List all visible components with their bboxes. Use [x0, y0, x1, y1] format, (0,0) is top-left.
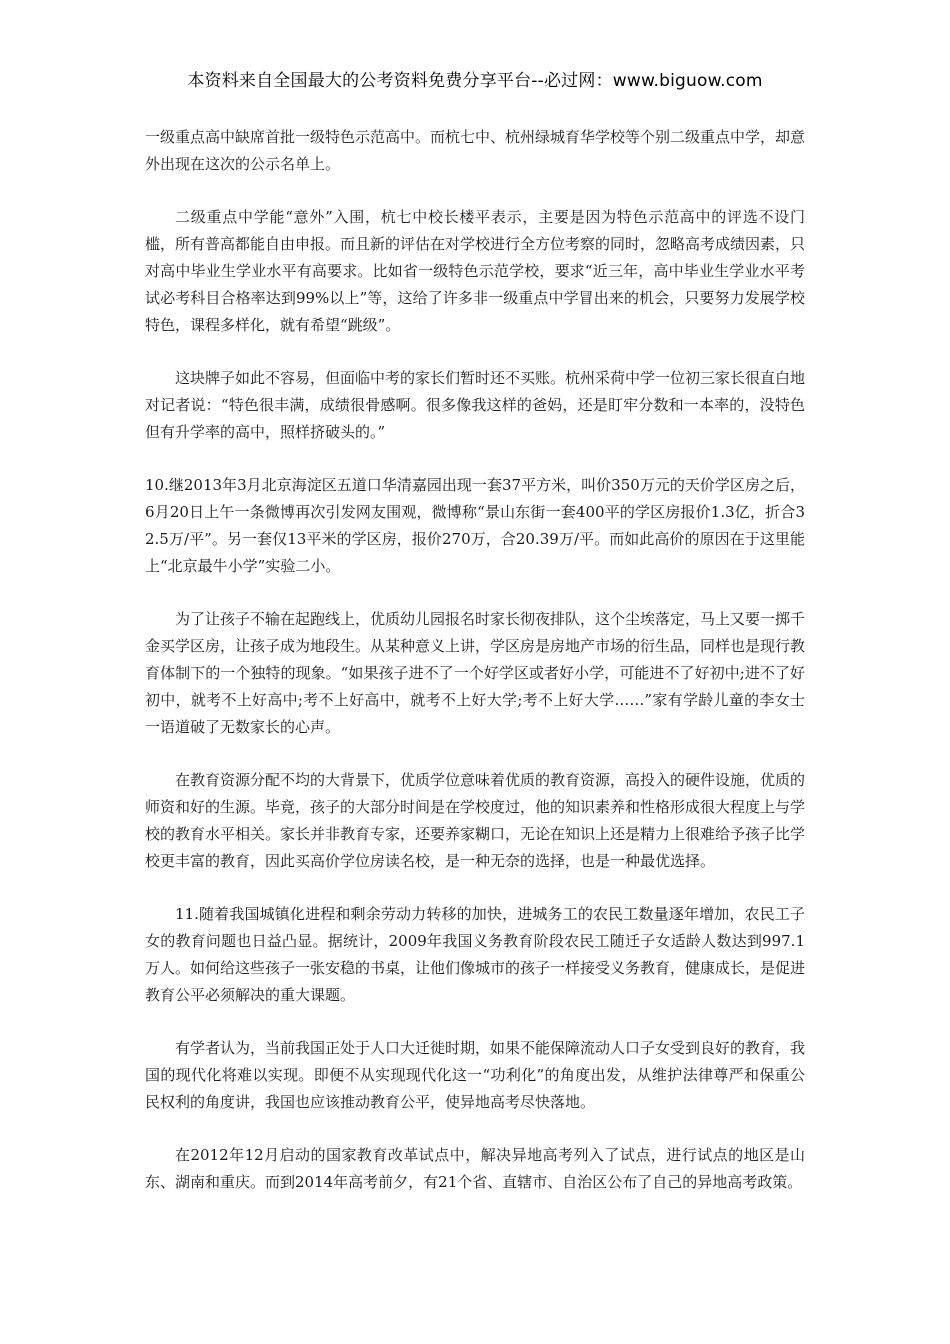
paragraph-1: 一级重点高中缺席首批一级特色示范高中。而杭七中、杭州绿城育华学校等个别二级重点中学，却意外出现在这次的公示名单上。: [145, 128, 806, 173]
paragraph-2: 二级重点中学能“意外”入围，杭七中校长楼平表示，主要是因为特色示范高中的评选不设门槛，所有普高都能自由申报。而且新的评估在对学校进行全方位考察的同时，忽略高考成绩因素，只对高中毕业生学业水平有高要求。比如省一级特色示范学校，要求“近三年，高中毕业生学业水平考试必考科目合格率达到99%以上”等，这给了许多非一级重点中学冒出来的机会，只要努力发展学校特色，课程多样化，就有希望“跳级”。: [145, 208, 806, 334]
paragraph-8: 有学者认为，当前我国正处于人口大迁徙时期，如果不能保障流动人口子女受到良好的教育，我国的现代化将难以实现。即便不从实现现代化这一“功利化”的角度出发，从维护法律尊严和保重公民权利的角度讲，我国也应该推动教育公平，使异地高考尽快落地。: [145, 1039, 806, 1111]
paragraph-7: 11.随着我国城镇化进程和剩余劳动力转移的加快，进城务工的农民工数量逐年增加，农民工子女的教育问题也日益凸显。据统计，2009年我国义务教育阶段农民工随迁子女适龄人数达到997.1万人。如何给这些孩子一张安稳的书桌，让他们像城市的孩子一样接受义务教育，健康成长，是促进教育公平必须解决的重大课题。: [145, 905, 806, 1004]
document-body: [145, 124, 805, 1222]
page-header: 本资料来自全国最大的公考资料免费分享平台--必过网：www.biguow.com: [187, 71, 763, 91]
paragraph-3: 这块牌子如此不容易，但面临中考的家长们暂时还不买账。杭州采荷中学一位初三家长很直白地对记者说：“特色很丰满，成绩很骨感啊。很多像我这样的爸妈，还是盯牢分数和一本率的，没特色但有升学率的高中，照样挤破头的。”: [145, 369, 806, 441]
paragraph-5: 为了让孩子不输在起跑线上，优质幼儿园报名时家长彻夜排队，这个尘埃落定，马上又要一掷千金买学区房，让孩子成为地段生。从某种意义上讲，学区房是房地产市场的衍生品，同样也是现行教育体制下的一个独特的现象。“如果孩子进不了一个好学区或者好小学，可能进不了好初中;进不了好初中，就考不上好高中;考不上好高中，就考不上好大学;考不上好大学……”家有学龄儿童的李女士一语道破了无数家长的心声。: [145, 610, 806, 736]
paragraph-9: 在2012年12月启动的国家教育改革试点中，解决异地高考列入了试点，进行试点的地区是山东、湖南和重庆。而到2014年高考前夕，有21个省、直辖市、自治区公布了自己的异地高考政策。: [145, 1146, 805, 1191]
paragraph-4: 10.继2013年3月北京海淀区五道口华清嘉园出现一套37平方米，叫价350万元的天价学区房之后，6月20日上午一条微博再次引发网友围观，微博称“景山东街一套400平的学区房报价1.3亿，折合32.5万/平”。另一套仅13平米的学区房，报价270万，合20.39万/平。而如此高价的原因在于这里能上“北京最牛小学”实验二小。: [145, 476, 805, 575]
paragraph-6: 在教育资源分配不均的大背景下，优质学位意味着优质的教育资源，高投入的硬件设施，优质的师资和好的生源。毕竟，孩子的大部分时间是在学校度过，他的知识素养和性格形成很大程度上与学校的教育水平相关。家长并非教育专家，还要养家糊口，无论在知识上还是精力上很难给予孩子比学校更丰富的教育，因此买高价学位房读名校，是一种无奈的选择，也是一种最优选择。: [145, 771, 806, 870]
